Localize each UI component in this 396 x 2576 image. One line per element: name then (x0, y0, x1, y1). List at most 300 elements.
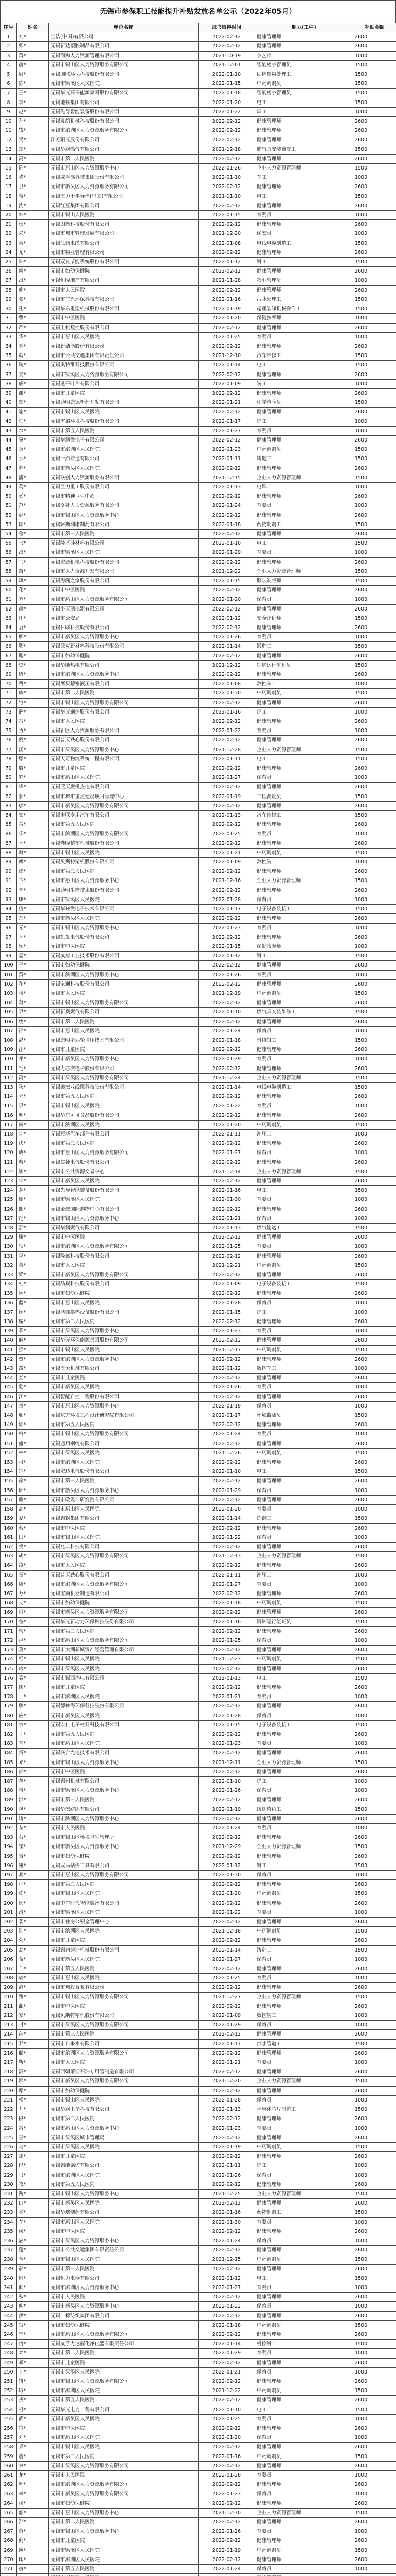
cell-name: 郎* (17, 520, 49, 529)
table-row (1, 89, 396, 98)
cell-amount: 1000 (353, 1570, 396, 1580)
cell-date: 2022-01-22 (199, 107, 255, 116)
cell-date: 2021-12-22 (199, 2386, 255, 2396)
cell-amount: 2600 (353, 1730, 396, 1739)
cell-occupation: 育婴员 (255, 1430, 353, 1439)
cell-index: 219 (1, 2077, 17, 2086)
cell-company: 无锡药明生物技术股份有限公司 (49, 886, 199, 895)
table-row (1, 229, 396, 239)
cell-name: 宓* (17, 2236, 49, 2245)
cell-amount: 1500 (353, 1036, 396, 1045)
cell-company: 无锡市第五人民医院 (49, 1420, 199, 1430)
cell-index: 72 (1, 698, 17, 707)
cell-company: 无锡市妇幼保健院 (49, 651, 199, 660)
cell-name: 支* (17, 1599, 49, 1608)
cell-date: 2022-01-21 (199, 2058, 255, 2067)
cell-amount: 1500 (353, 2386, 396, 2396)
cell-company: 无锡市滨湖区人力资源服务有限公司 (49, 1580, 199, 1589)
cell-date: 2021-11-28 (199, 276, 255, 285)
cell-index: 28 (1, 285, 17, 295)
cell-date: 2022-01-23 (199, 445, 255, 454)
cell-amount: 1500 (353, 60, 396, 70)
cell-occupation: 健康管理师 (255, 1176, 353, 1185)
cell-index: 106 (1, 1017, 17, 1026)
cell-name: 闵* (17, 1308, 49, 1317)
cell-company: 无锡晶晟科技股份有限公司 (49, 1280, 199, 1289)
cell-occupation: 健康管理师 (255, 1233, 353, 1242)
cell-index: 198 (1, 1880, 17, 1889)
cell-occupation: 健康管理师 (255, 323, 353, 332)
cell-company: 无锡市人力资源开发有限公司 (49, 567, 199, 576)
cell-company: 无锡市锡山区人力资源服务有限公司 (49, 2377, 199, 2386)
cell-date: 2022-01-26 (199, 1383, 255, 1392)
cell-name: 虞* (17, 1580, 49, 1589)
cell-name: 熊* (17, 1205, 49, 1214)
cell-occupation: 健康管理师 (255, 2499, 353, 2508)
cell-date: 2022-02-12 (199, 2048, 255, 2058)
cell-name: 苏* (17, 464, 49, 473)
table-row (1, 2396, 396, 2405)
cell-index: 86 (1, 829, 17, 839)
cell-date: 2022-02-12 (199, 1523, 255, 1533)
cell-occupation: 数控铣工 (255, 858, 353, 867)
cell-amount: 1500 (353, 1805, 396, 1814)
cell-amount: 1000 (353, 1242, 396, 1251)
cell-date: 2021-12-27 (199, 1992, 255, 2002)
cell-occupation: 企业人力资源管理师 (255, 1758, 353, 1767)
cell-index: 270 (1, 2555, 17, 2564)
cell-company: 无锡申联专用汽车有限公司 (49, 811, 199, 820)
cell-occupation: 健康管理师 (255, 1542, 353, 1551)
cell-company: 无锡智能自控工程股份有限公司 (49, 1392, 199, 1401)
cell-date: 2022-01-27 (199, 1955, 255, 1964)
cell-index: 51 (1, 501, 17, 511)
cell-company: 无锡朗新科技股份有限公司 (49, 220, 199, 229)
cell-name: 汤* (17, 745, 49, 754)
cell-occupation: 电工 (255, 1186, 353, 1195)
cell-index: 253 (1, 2396, 17, 2405)
cell-date: 2022-02-12 (199, 698, 255, 707)
cell-company: 无锡新洁能股份有限公司 (49, 342, 199, 351)
table-row (1, 2039, 396, 2048)
cell-name: 羿* (17, 2039, 49, 2048)
table-row (1, 867, 396, 876)
cell-name: 席* (17, 1317, 49, 1327)
cell-amount: 1000 (353, 1908, 396, 1917)
table-row (1, 1730, 396, 1739)
cell-company: 无锡市妇幼保健院 (49, 267, 199, 276)
cell-date: 2022-02-12 (199, 1251, 255, 1261)
cell-occupation: 电线电缆制造工 (255, 239, 353, 248)
cell-occupation: 起重装卸机械操作工 (255, 304, 353, 314)
cell-name: 奚* (17, 492, 49, 501)
cell-company: 无锡贝斯特精机股份有限公司 (49, 2011, 199, 2021)
cell-date: 2022-01-14 (199, 1514, 255, 1523)
cell-name: 凌* (17, 1561, 49, 1570)
cell-date: 2022-02-12 (199, 1420, 255, 1430)
cell-date: 2022-01-16 (199, 2208, 255, 2217)
cell-index: 212 (1, 2011, 17, 2021)
table-row (1, 1420, 396, 1430)
cell-name: 贾* (17, 1354, 49, 1364)
cell-company: 无锡市新吴区人力资源服务中心 (49, 1486, 199, 1495)
cell-company: 无锡华润燃气有限公司 (49, 1224, 199, 1233)
table-row (1, 1082, 396, 1092)
table-row (1, 154, 396, 163)
cell-amount: 1500 (353, 1167, 396, 1176)
table-row (1, 1505, 396, 1514)
cell-company: 无锡先导智能装备股份有限公司 (49, 107, 199, 116)
cell-company: 无锡市滨湖区人力资源服务有限公司 (49, 829, 199, 839)
cell-occupation: 中药调剂员 (255, 2320, 353, 2330)
cell-index: 247 (1, 2340, 17, 2349)
table-row (1, 1608, 396, 1617)
header-index: 序号 (1, 23, 17, 32)
cell-name: 阮* (17, 1289, 49, 1298)
cell-amount: 2600 (353, 2030, 396, 2039)
cell-company: 无锡市儿童医院 (49, 2152, 199, 2161)
cell-occupation: 中药调剂员 (255, 1889, 353, 1899)
cell-company: 无锡蓝天燃机热电有限公司 (49, 783, 199, 792)
cell-name: 时* (17, 848, 49, 857)
cell-company: 无锡市新吴区人力资源服务中心 (49, 1842, 199, 1852)
cell-index: 79 (1, 764, 17, 773)
cell-occupation: 健康管理师 (255, 1964, 353, 1974)
cell-occupation: 企业人力资源管理师 (255, 1167, 353, 1176)
cell-occupation: 企业人力资源管理师 (255, 164, 353, 173)
cell-occupation: 健康管理师 (255, 1374, 353, 1383)
cell-company: 无锡市梁溪区人力资源服务有限公司 (49, 370, 199, 379)
cell-company: 无锡市第五人民医院 (49, 2396, 199, 2405)
cell-index: 258 (1, 2443, 17, 2452)
cell-name: 卞* (17, 876, 49, 886)
cell-occupation: 健康管理师 (255, 1392, 353, 1401)
cell-name: 季* (17, 1327, 49, 1336)
cell-occupation: 育婴员 (255, 548, 353, 557)
cell-company: 无锡市中医医院 (49, 1233, 199, 1242)
cell-occupation: 保育员 (255, 2021, 353, 2030)
cell-amount: 2600 (353, 464, 396, 473)
cell-index: 189 (1, 1795, 17, 1805)
cell-occupation: 育婴员 (255, 923, 353, 933)
cell-index: 83 (1, 801, 17, 810)
cell-occupation: 健康管理师 (255, 492, 353, 501)
table-row (1, 539, 396, 548)
table-row (1, 1626, 396, 1636)
cell-amount: 1000 (353, 2058, 396, 2067)
cell-occupation: 焊工 (255, 1776, 353, 1786)
cell-date: 2022-01-27 (199, 2283, 255, 2292)
cell-name: 江* (17, 1392, 49, 1401)
cell-amount: 1000 (353, 1148, 396, 1158)
cell-occupation: 冲压工 (255, 1570, 353, 1580)
cell-index: 30 (1, 304, 17, 314)
cell-date: 2022-01-28 (199, 895, 255, 904)
cell-company: 无锡市中医医院 (49, 1767, 199, 1776)
cell-name: 宣* (17, 1739, 49, 1749)
table-row (1, 1448, 396, 1458)
table-row (1, 773, 396, 783)
cell-occupation: 中药调剂员 (255, 689, 353, 698)
table-row (1, 1233, 396, 1242)
cell-occupation: 育婴员 (255, 1242, 353, 1251)
table-row (1, 2536, 396, 2546)
cell-name: 顾* (17, 942, 49, 951)
cell-company: 无锡市滨湖区人民医院 (49, 1927, 199, 1936)
cell-name: 井* (17, 2105, 49, 2114)
cell-date: 2022-01-22 (199, 726, 255, 736)
cell-index: 112 (1, 1073, 17, 1082)
cell-index: 170 (1, 1617, 17, 1626)
cell-name: 水* (17, 426, 49, 435)
cell-index: 241 (1, 2283, 17, 2292)
cell-index: 36 (1, 361, 17, 370)
cell-occupation: 智能楼宇管理员 (255, 60, 353, 70)
cell-date: 2021-12-30 (199, 2508, 255, 2517)
table-row (1, 2011, 396, 2021)
cell-date: 2022-01-09 (199, 1280, 255, 1289)
cell-company: 无锡市城投置业有限公司 (49, 1983, 199, 1992)
cell-date: 2022-01-20 (199, 98, 255, 107)
table-row (1, 220, 396, 229)
cell-company: 无锡市锡山区环境卫生管理所 (49, 1833, 199, 1842)
cell-index: 96 (1, 923, 17, 933)
cell-amount: 1000 (353, 2302, 396, 2311)
cell-company: 无锡市惠山区人民医院 (49, 332, 199, 342)
cell-amount: 2600 (353, 1561, 396, 1570)
cell-company: 无锡锡南铸造机械股份有限公司 (49, 1945, 199, 1955)
table-row (1, 567, 396, 576)
cell-company: 无锡华东可可食品股份有限公司 (49, 1111, 199, 1120)
cell-amount: 1500 (353, 1720, 396, 1730)
cell-name: 金* (17, 342, 49, 351)
cell-index: 44 (1, 435, 17, 445)
cell-occupation: 中药调剂员 (255, 1261, 353, 1270)
cell-date: 2022-02-12 (199, 1064, 255, 1073)
cell-amount: 2600 (353, 1626, 396, 1636)
table-row (1, 1280, 396, 1289)
cell-index: 143 (1, 1364, 17, 1374)
cell-name: 邴* (17, 2077, 49, 2086)
cell-company: 无锡市惠山区人力资源服务中心 (49, 164, 199, 173)
table-row (1, 811, 396, 820)
cell-company: 无锡市第五人民医院 (49, 2180, 199, 2189)
cell-amount: 1500 (353, 1082, 396, 1092)
cell-amount: 1500 (353, 164, 396, 173)
cell-date: 2022-01-13 (199, 482, 255, 492)
cell-name: 伊* (17, 2311, 49, 2320)
header-date: 证书取得时间 (199, 23, 255, 32)
cell-occupation: 育婴员 (255, 633, 353, 642)
cell-name: 芮* (17, 2030, 49, 2039)
cell-company: 无锡市惠山区人民医院 (49, 1974, 199, 1983)
cell-occupation: 健康管理师 (255, 1017, 353, 1026)
cell-amount: 1000 (353, 2095, 396, 2105)
cell-amount: 2600 (353, 1354, 396, 1364)
cell-company: 无锡恒力电器有限公司 (49, 2274, 199, 2283)
cell-index: 100 (1, 961, 17, 970)
cell-amount: 1500 (353, 1261, 396, 1270)
table-row (1, 2208, 396, 2217)
cell-date: 2022-01-16 (199, 707, 255, 717)
cell-company: 无锡新奥燃气有限公司 (49, 1008, 199, 1017)
cell-name: 宫* (17, 2320, 49, 2330)
cell-name: 卫* (17, 182, 49, 192)
cell-index: 35 (1, 351, 17, 361)
cell-occupation: 电工 (255, 98, 353, 107)
cell-name: 平* (17, 961, 49, 970)
cell-amount: 1000 (353, 707, 396, 717)
table-row (1, 848, 396, 857)
cell-date: 2022-02-12 (199, 820, 255, 829)
cell-company: 无锡市中医医院 (49, 586, 199, 595)
cell-name: 尹* (17, 1008, 49, 1017)
cell-amount: 1500 (353, 642, 396, 651)
cell-amount: 2600 (353, 2330, 396, 2339)
cell-company: 无锡联合光电技术有限公司 (49, 1749, 199, 1758)
cell-index: 84 (1, 811, 17, 820)
cell-name: 花* (17, 586, 49, 595)
cell-amount: 2600 (353, 1289, 396, 1298)
cell-occupation: 电工 (255, 361, 353, 370)
cell-company: 无锡市锡山区人民医院 (49, 408, 199, 417)
cell-amount: 1500 (353, 2340, 396, 2349)
table-row (1, 135, 396, 145)
cell-occupation: 健康管理师 (255, 32, 353, 42)
cell-name: 武* (17, 2414, 49, 2424)
cell-amount: 2600 (353, 623, 396, 633)
cell-amount: 1500 (353, 1889, 396, 1899)
cell-index: 179 (1, 1702, 17, 1711)
table-row (1, 1945, 396, 1955)
cell-date: 2022-02-12 (199, 1589, 255, 1598)
cell-name: 纪* (17, 1214, 49, 1223)
cell-name: 蒋* (17, 192, 49, 201)
cell-date: 2021-12-13 (199, 1552, 255, 1561)
cell-occupation: 汽车维修工 (255, 351, 353, 361)
cell-index: 237 (1, 2246, 17, 2255)
cell-amount: 1000 (353, 314, 396, 323)
table-row (1, 1073, 396, 1082)
cell-date: 2021-12-15 (199, 2255, 255, 2264)
table-row (1, 1842, 396, 1852)
cell-date: 2021-12-20 (199, 2077, 255, 2086)
cell-amount: 1500 (353, 1992, 396, 2002)
cell-occupation: 育婴员 (255, 501, 353, 511)
cell-index: 23 (1, 239, 17, 248)
cell-company: 无锡华瑞制药有限公司 (49, 2208, 199, 2217)
cell-amount: 1000 (353, 1824, 396, 1833)
table-row (1, 117, 396, 126)
cell-occupation: 健康管理师 (255, 2424, 353, 2433)
cell-index: 181 (1, 1720, 17, 1730)
table-row (1, 1176, 396, 1185)
table-row (1, 323, 396, 332)
cell-company: 无锡市公共交通集团有限责任公司 (49, 2246, 199, 2255)
table-row (1, 464, 396, 473)
cell-amount: 2600 (353, 135, 396, 145)
cell-amount: 2600 (353, 1176, 396, 1185)
cell-index: 124 (1, 1186, 17, 1195)
cell-company: 无锡一汽铸造有限公司 (49, 454, 199, 464)
cell-index: 235 (1, 2227, 17, 2236)
cell-company: 无锡市第三人民医院 (49, 2264, 199, 2274)
cell-index: 239 (1, 2264, 17, 2274)
cell-amount: 1500 (353, 1467, 396, 1477)
cell-index: 18 (1, 192, 17, 201)
cell-date: 2022-01-29 (199, 548, 255, 557)
cell-occupation: 电线电缆制造工 (255, 1082, 353, 1092)
cell-name: 刘* (17, 32, 49, 42)
cell-company: 无锡市惠山区人民医院 (49, 1026, 199, 1036)
cell-occupation: 电工 (255, 1467, 353, 1477)
cell-index: 267 (1, 2527, 17, 2536)
cell-date: 2022-01-15 (199, 1720, 255, 1730)
cell-company: 无锡市锡山区人民医院 (49, 1533, 199, 1542)
cell-date: 2022-01-24 (199, 2236, 255, 2245)
cell-amount: 1500 (353, 1655, 396, 1664)
cell-name: 庞* (17, 1195, 49, 1205)
cell-index: 58 (1, 567, 17, 576)
table-row (1, 2320, 396, 2330)
cell-occupation: 中药调剂员 (255, 1448, 353, 1458)
cell-name: 万* (17, 1589, 49, 1598)
cell-name: 盛* (17, 1439, 49, 1448)
cell-occupation: 电工 (255, 2405, 353, 2414)
table-row (1, 1401, 396, 1411)
table-row (1, 520, 396, 529)
cell-amount: 1500 (353, 361, 396, 370)
table-row (1, 1889, 396, 1899)
cell-company: 无锡市儿童医院 (49, 764, 199, 773)
cell-name: 钮* (17, 1861, 49, 1870)
cell-name: 鲍* (17, 651, 49, 660)
cell-company: 无锡透平叶片有限公司 (49, 379, 199, 388)
cell-index: 131 (1, 1251, 17, 1261)
cell-name: 钱* (17, 126, 49, 135)
cell-date: 2022-02-12 (199, 604, 255, 614)
cell-amount: 2600 (353, 914, 396, 923)
cell-occupation: 电焊工 (255, 482, 353, 492)
cell-index: 165 (1, 1570, 17, 1580)
cell-company: 无锡市第二人民医院 (49, 2114, 199, 2124)
cell-index: 224 (1, 2124, 17, 2133)
cell-amount: 2600 (353, 1833, 396, 1842)
cell-name: 安* (17, 811, 49, 820)
cell-amount: 2600 (353, 1017, 396, 1026)
cell-date: 2021-12-16 (199, 876, 255, 886)
table-row (1, 923, 396, 933)
cell-occupation: 炼钢工 (255, 1514, 353, 1523)
cell-amount: 1500 (353, 1617, 396, 1626)
cell-name: 章* (17, 445, 49, 454)
table-row (1, 698, 396, 707)
cell-amount: 1000 (353, 1505, 396, 1514)
cell-occupation: 健康管理师 (255, 1458, 353, 1467)
cell-index: 52 (1, 511, 17, 520)
cell-index: 12 (1, 135, 17, 145)
table-row (1, 2555, 396, 2564)
cell-company: 无锡市梁溪区人民医院 (49, 2142, 199, 2151)
cell-index: 251 (1, 2377, 17, 2386)
cell-amount: 1500 (353, 2077, 396, 2086)
table-row (1, 1411, 396, 1420)
cell-occupation: 健康管理师 (255, 1205, 353, 1214)
cell-date: 2022-02-12 (199, 1336, 255, 1345)
cell-date: 2022-01-24 (199, 1824, 255, 1833)
cell-amount: 1500 (353, 89, 396, 98)
cell-occupation: 企业人力资源管理师 (255, 2077, 353, 2086)
